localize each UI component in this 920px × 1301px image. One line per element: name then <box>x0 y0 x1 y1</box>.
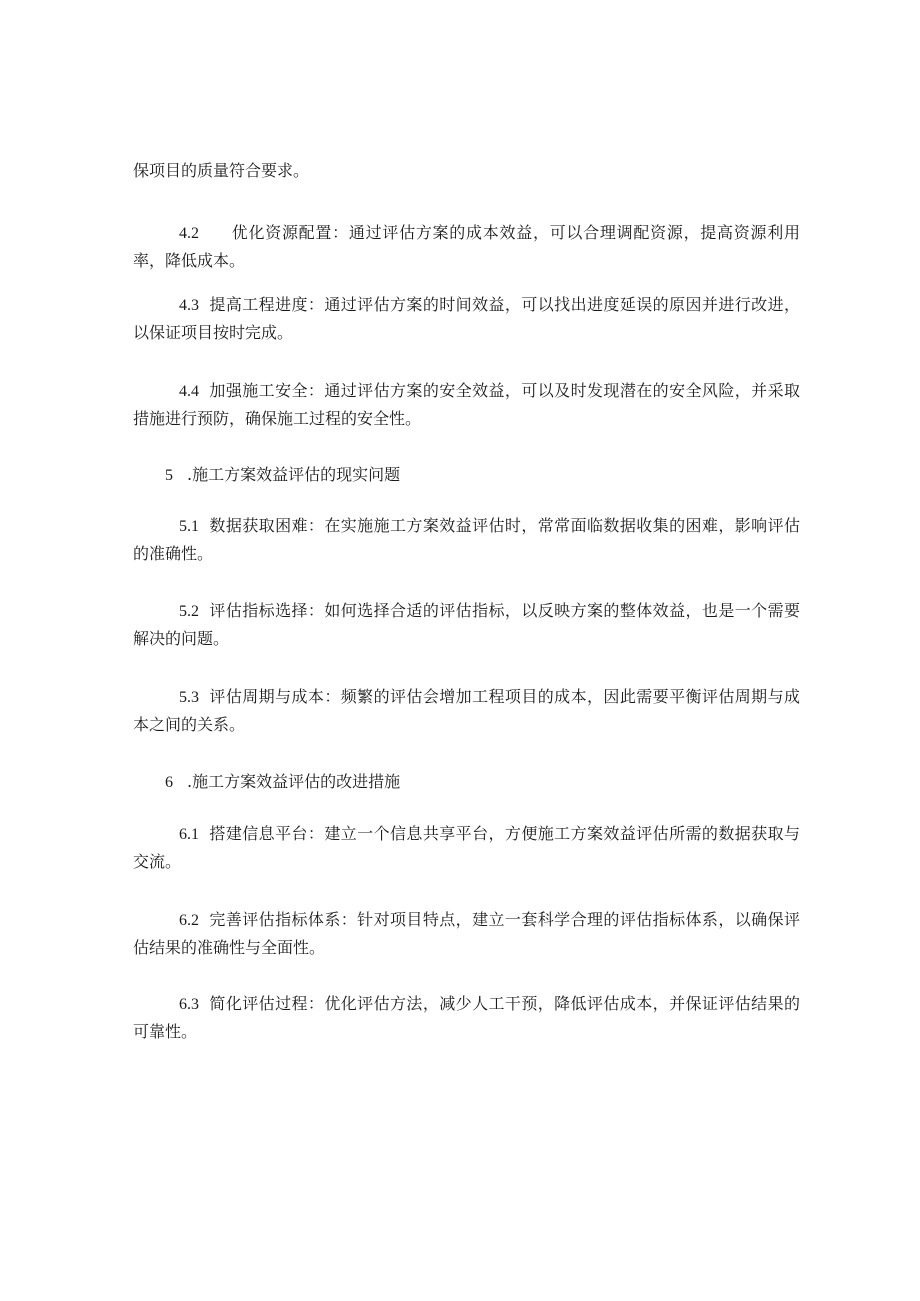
paragraph-text: 加强施工安全：通过评估方案的安全效益，可以及时发现潜在的安全风险，并采取措施进行预防，确保施工过程的安全性。 <box>133 381 800 428</box>
section-number: 6.1 <box>179 826 199 843</box>
paragraph-6-1 <box>133 820 800 875</box>
paragraph-4-4 <box>133 377 800 432</box>
paragraph-5-1 <box>133 512 800 567</box>
section-number: 4.4 <box>179 383 199 400</box>
paragraph-text: 搭建信息平台：建立一个信息共享平台，方便施工方案效益评估所需的数据获取与交流。 <box>133 824 800 871</box>
section-number: 5.3 <box>179 689 199 706</box>
paragraph-continued <box>133 157 800 184</box>
section-number: 6.3 <box>179 996 199 1013</box>
paragraph-4-3 <box>133 291 800 346</box>
section-number: 6.2 <box>179 912 199 929</box>
paragraph-4-2 <box>133 219 800 274</box>
paragraph-text: 简化评估过程：优化评估方法，减少人工干预，降低评估成本，并保证评估结果的可靠性。 <box>133 994 800 1041</box>
paragraph-text: 评估周期与成本：频繁的评估会增加工程项目的成本，因此需要平衡评估周期与成本之间的关系。 <box>133 687 800 734</box>
paragraph-text: 数据获取困难：在实施施工方案效益评估时，常常面临数据收集的困难，影响评估的准确性。 <box>133 516 800 563</box>
section-number: 5.1 <box>179 518 199 535</box>
paragraph-text: 评估指标选择：如何选择合适的评估指标，以反映方案的整体效益，也是一个需要解决的问题。 <box>133 601 800 648</box>
section-heading-6 <box>165 768 832 796</box>
paragraph-text: 保项目的质量符合要求。 <box>133 161 310 180</box>
paragraph-5-3 <box>133 683 800 738</box>
paragraph-text: 完善评估指标体系：针对项目特点，建立一套科学合理的评估指标体系，以确保评估结果的准确性与全面性。 <box>133 910 800 957</box>
section-number: 4.2 <box>179 225 199 242</box>
paragraph-text: 优化资源配置：通过评估方案的成本效益，可以合理调配资源，提高资源利用率，降低成本。 <box>133 223 800 270</box>
heading-text: .施工方案效益评估的改进措施 <box>187 772 401 791</box>
section-number: 4.3 <box>179 297 199 314</box>
section-number: 6 <box>165 774 173 791</box>
section-heading-5 <box>165 461 832 489</box>
paragraph-6-3 <box>133 990 800 1045</box>
section-number: 5.2 <box>179 603 199 620</box>
heading-text: .施工方案效益评估的现实问题 <box>187 465 401 484</box>
section-number: 5 <box>165 467 173 484</box>
paragraph-5-2 <box>133 597 800 652</box>
paragraph-6-2 <box>133 906 800 961</box>
paragraph-text: 提高工程进度：通过评估方案的时间效益，可以找出进度延误的原因并进行改进，以保证项目按时完成。 <box>133 295 800 342</box>
